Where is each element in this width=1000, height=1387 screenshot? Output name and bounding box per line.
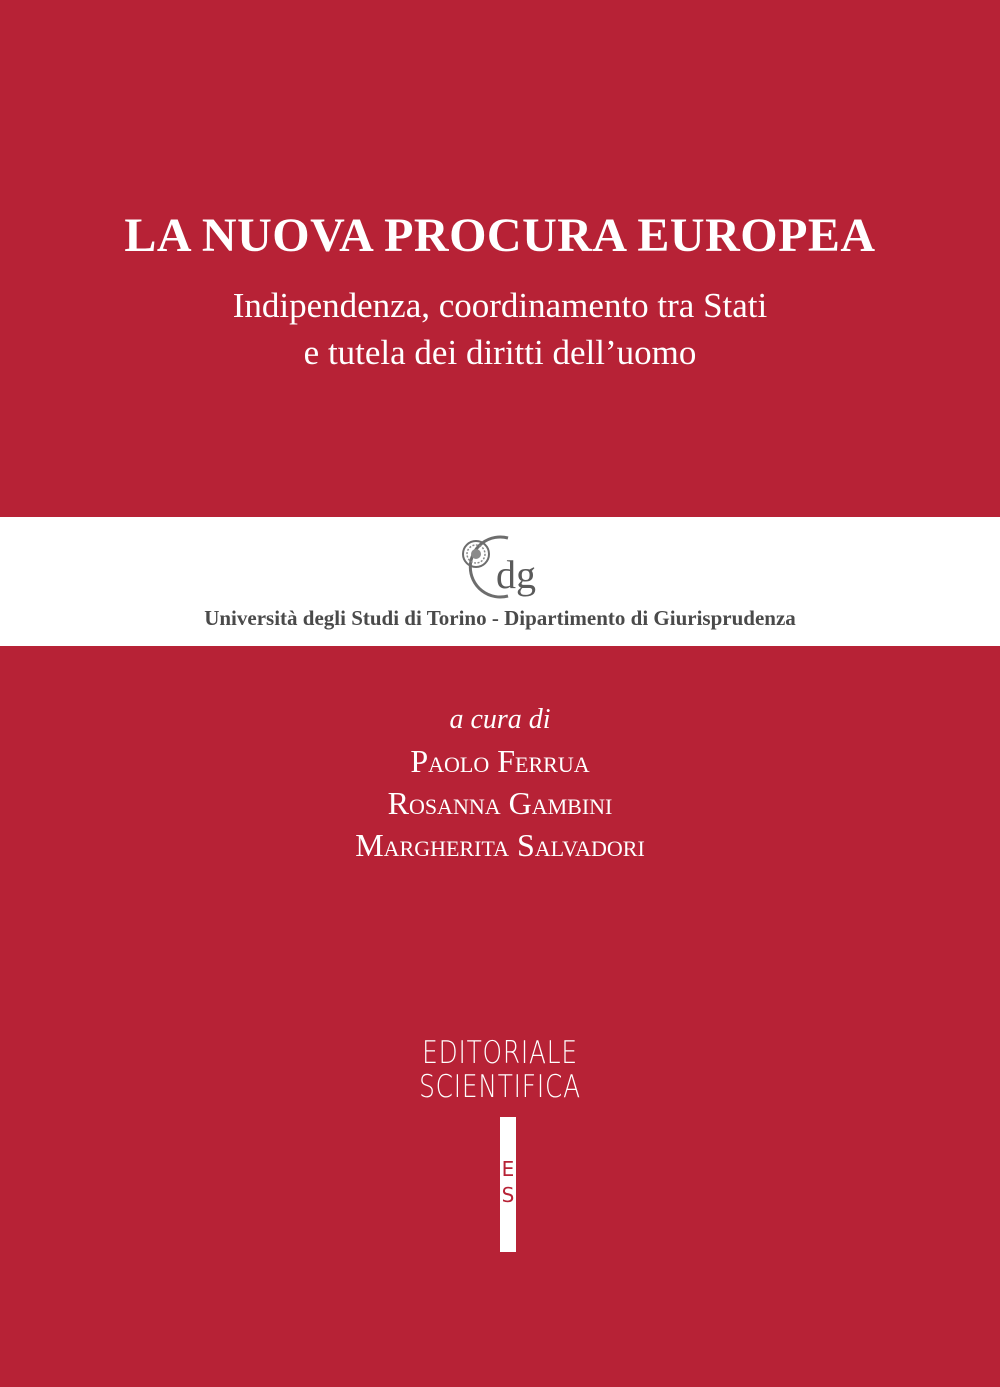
- book-title: LA NUOVA PROCURA EUROPEA: [124, 209, 876, 262]
- logo-text: dg: [496, 552, 536, 597]
- editors-block: [0, 700, 1000, 866]
- publisher-line-1: EDITORIALE: [422, 1035, 578, 1071]
- publisher-mark-letter: S: [501, 1183, 515, 1207]
- publisher-logo: [0, 1036, 1000, 1104]
- seal-icon: [463, 541, 489, 567]
- editor-name: Margherita Salvadori: [355, 827, 645, 863]
- department-logo: [456, 530, 556, 600]
- publisher-mark: [500, 1117, 516, 1252]
- publisher-mark-letter: E: [501, 1157, 515, 1181]
- publisher-line-2: SCIENTIFICA: [419, 1069, 581, 1105]
- subtitle-line-1: Indipendenza, coordinamento tra Stati: [232, 286, 768, 325]
- editor-name: Rosanna Gambini: [387, 785, 613, 821]
- editor-name: Paolo Ferrua: [410, 743, 590, 779]
- institution-name: Università degli Studi di Torino - Dipartimento di Giurisprudenza: [204, 606, 796, 630]
- subtitle-line-2: e tutela dei diritti dell’uomo: [303, 333, 697, 372]
- book-subtitle: [0, 282, 1000, 376]
- editors-intro: a cura di: [449, 704, 551, 735]
- institution-band: [0, 517, 1000, 646]
